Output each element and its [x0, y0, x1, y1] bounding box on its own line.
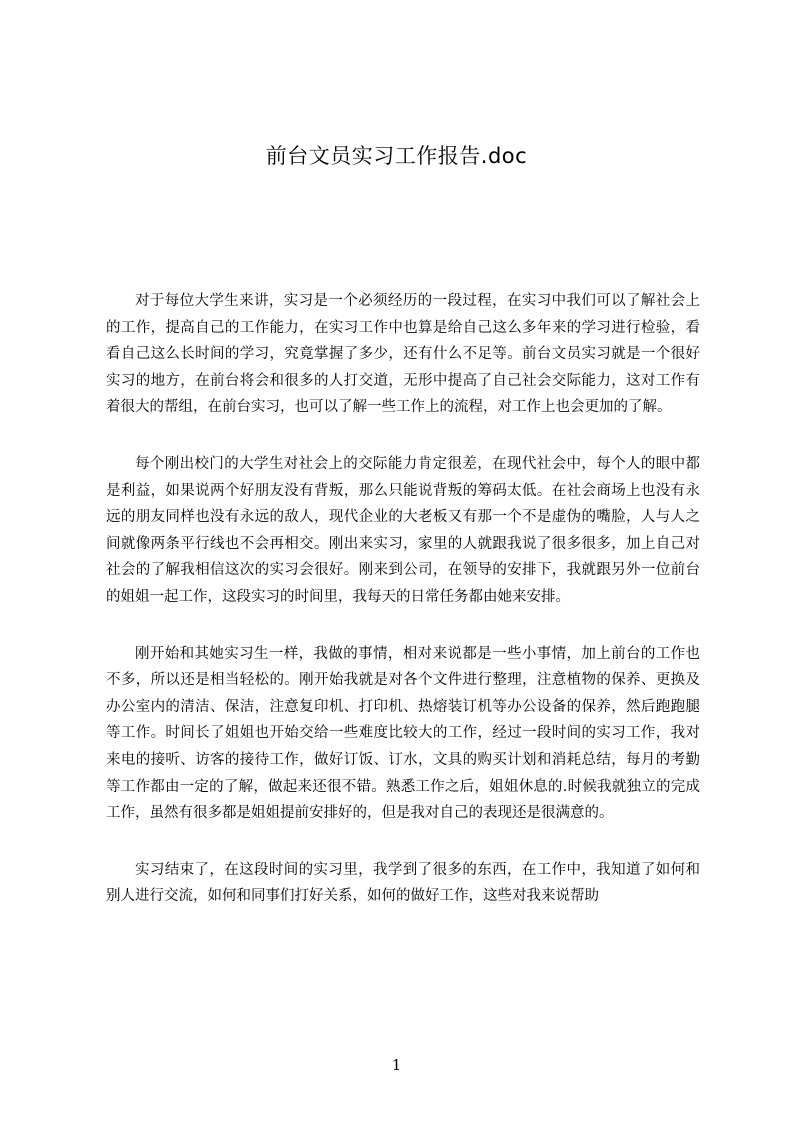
document-title: 前台文员实习工作报告.doc — [265, 144, 528, 168]
document-body — [106, 288, 700, 940]
paragraph-1: 对于每位大学生来讲，实习是一个必须经历的一段过程，在实习中我们可以了解社会上的工作，提高自己的工作能力，在实习工作中也算是给自己这么多年来的学习进行检验，看看自己这么长时间的学习，究竟掌握了多少，还有什么不足等。前台文员实习就是一个很好实习的地方，在前台将会和很多的人打交道，无形中提高了自己社会交际能力，这对工作有着很大的帮组，在前台实习，也可以了解一些工作上的流程，对工作上也会更加的了解。 — [106, 293, 700, 416]
paragraph-4: 实习结束了，在这段时间的实习里，我学到了很多的东西，在工作中，我知道了如何和别人进行交流，如何和同事们打好关系，如何的做好工作，这些对我来说帮助 — [106, 861, 700, 905]
paragraph-2: 每个刚出校门的大学生对社会上的交际能力肯定很差，在现代社会中，每个人的眼中都是利益，如果说两个好朋友没有背叛，那么只能说背叛的筹码太低。在社会商场上也没有永远的朋友同样也没有永远的敌人，现代企业的大老板又有那一个不是虚伪的嘴脸，人与人之间就像两条平行线也不会再相交。刚出来实习，家里的人就跟我说了很多很多，加上自己对社会的了解我相信这次的实习会很好。刚来到公司，在领导的安排下，我就跟另外一位前台的姐姐一起工作，这段实习的时间里，我每天的日常任务都由她来安排。 — [106, 455, 700, 605]
page-number: 1 — [391, 1056, 402, 1074]
paragraph-3: 刚开始和其她实习生一样，我做的事情，相对来说都是一些小事情，加上前台的工作也不多，所以还是相当轻松的。刚开始我就是对各个文件进行整理，注意植物的保养、更换及办公室内的清洁、保洁，注意复印机、打印机、热熔装订机等办公设备的保养，然后跑跑腿等工作。时间长了姐姐也开始交给一些难度比较大的工作，经过一段时间的实习工作，我对来电的接听、访客的接待工作，做好订饭、订水，文具的购买计划和消耗总结，每月的考勤等工作都由一定的了解，做起来还很不错。熟悉工作之后，姐姐休息的.时候我就独立的完成工作，虽然有很多都是姐姐提前安排好的，但是我对自己的表现还是很满意的。 — [106, 645, 700, 822]
